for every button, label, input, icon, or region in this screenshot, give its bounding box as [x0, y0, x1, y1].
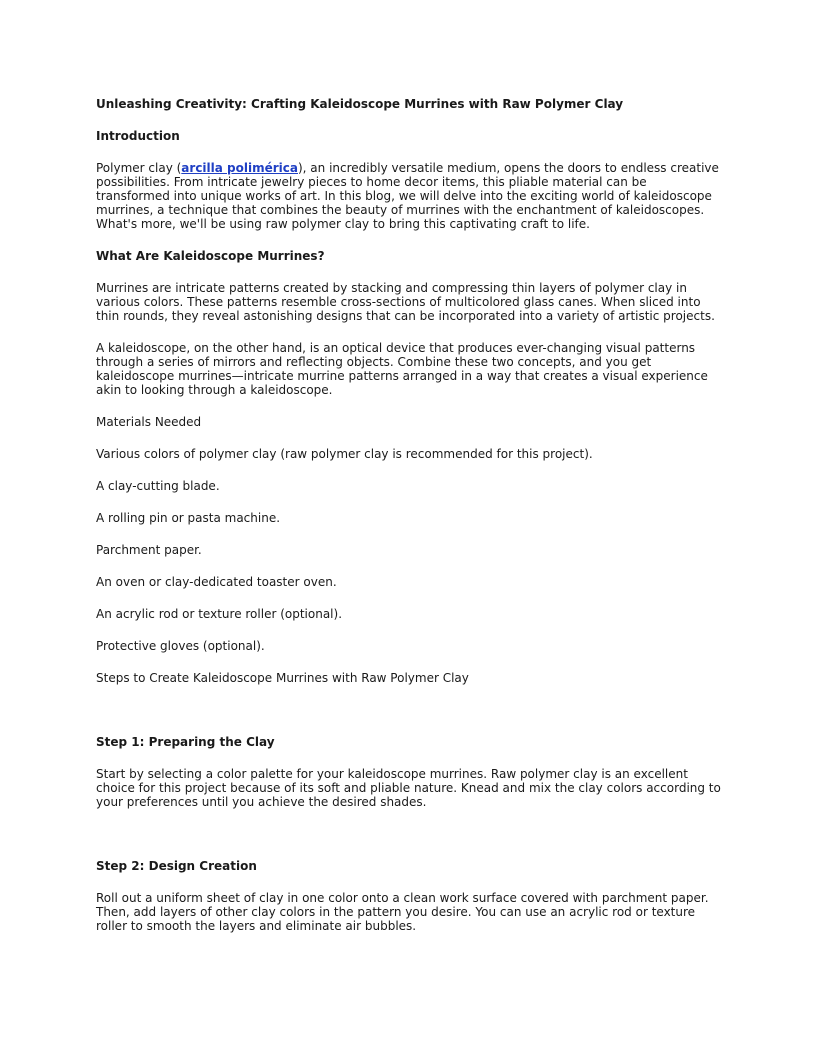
step-1-heading: Step 1: Preparing the Clay — [96, 735, 275, 749]
what-are-heading: What Are Kaleidoscope Murrines? — [96, 249, 325, 263]
materials-item: Parchment paper. — [96, 543, 202, 557]
arcilla-polimerica-link[interactable]: arcilla polimérica — [181, 161, 298, 175]
kaleidoscope-paragraph: A kaleidoscope, on the other hand, is an optical device that produces ever-changing visual patterns through a series of mirrors and reflecting objects. Combine these two concepts, and you get kaleidoscope murrines—intricate murrine patterns arranged in a way that creates a visual experience akin to looking through a kaleidoscope. — [96, 341, 708, 397]
steps-heading: Steps to Create Kaleidoscope Murrines with Raw Polymer Clay — [96, 671, 469, 685]
introduction-text-after-link: ), an incredibly versatile medium, opens the doors to endless creative possibilities. From intricate jewelry pieces to home decor items, this pliable material can be transformed into unique works of art. In this blog, we will delve into the exciting world of kaleidoscope murrines, a technique that combines the beauty of murrines with the enchantment of kaleidoscopes. What's more, we'll be using raw polymer clay to bring this captivating craft to life. — [96, 161, 719, 231]
materials-item: An acrylic rod or texture roller (optional). — [96, 607, 343, 621]
materials-heading: Materials Needed — [96, 415, 202, 429]
murrines-paragraph: Murrines are intricate patterns created by stacking and compressing thin layers of polymer clay in various colors. These patterns resemble cross-sections of multicolored glass canes. When sliced into thin rounds, they reveal astonishing designs that can be incorporated into a variety of artistic projects. — [96, 281, 715, 323]
introduction-paragraph — [96, 161, 722, 231]
introduction-heading: Introduction — [96, 129, 180, 143]
materials-item: Various colors of polymer clay (raw polymer clay is recommended for this project). — [96, 447, 593, 461]
document-page — [96, 97, 722, 951]
step-2-heading: Step 2: Design Creation — [96, 859, 257, 873]
introduction-text-before-link: Polymer clay ( — [96, 161, 182, 175]
step-2-paragraph: Roll out a uniform sheet of clay in one color onto a clean work surface covered with parchment paper. Then, add layers of other clay colors in the pattern you desire. You can use an acrylic rod or texture roller to smooth the layers and eliminate air bubbles. — [96, 891, 709, 933]
step-1-paragraph: Start by selecting a color palette for your kaleidoscope murrines. Raw polymer clay is an excellent choice for this project because of its soft and pliable nature. Knead and mix the clay colors according to your preferences until you achieve the desired shades. — [96, 767, 721, 809]
materials-item: A clay-cutting blade. — [96, 479, 220, 493]
materials-item: A rolling pin or pasta machine. — [96, 511, 281, 525]
document-title: Unleashing Creativity: Crafting Kaleidoscope Murrines with Raw Polymer Clay — [96, 97, 624, 111]
materials-item: An oven or clay-dedicated toaster oven. — [96, 575, 337, 589]
materials-item: Protective gloves (optional). — [96, 639, 265, 653]
